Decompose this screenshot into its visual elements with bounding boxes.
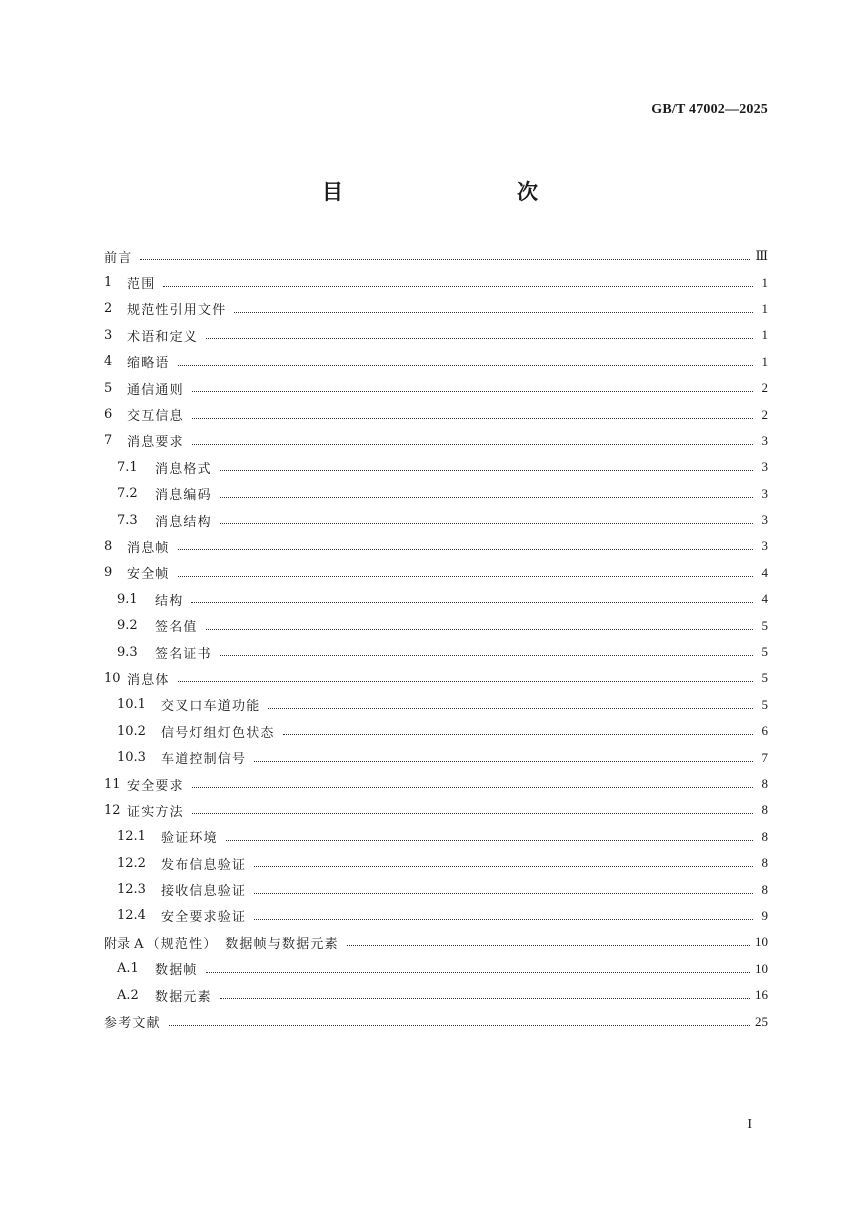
toc-entry-page: 1 xyxy=(761,353,768,369)
toc-entry-label: 消息结构 xyxy=(155,514,212,530)
dot-leader xyxy=(220,469,753,471)
toc-entry-label: 签名值 xyxy=(155,620,198,636)
toc-entry-page: 10 xyxy=(755,960,768,976)
toc-entry-page: 5 xyxy=(761,670,768,686)
toc-entry-label: 消息要求 xyxy=(127,435,184,451)
toc-entry[interactable] xyxy=(104,797,768,823)
dot-leader xyxy=(254,760,753,762)
toc-entry-page: 25 xyxy=(755,1013,768,1029)
toc-entry-number: 6 xyxy=(104,407,113,423)
dot-leader xyxy=(220,654,753,656)
table-of-contents xyxy=(104,243,768,1035)
toc-entry-number: 7.1 xyxy=(117,459,138,475)
dot-leader xyxy=(206,971,750,973)
dot-leader xyxy=(254,892,753,894)
toc-entry-number: 附录 A xyxy=(104,936,144,952)
toc-entry-page: 2 xyxy=(761,406,768,422)
toc-entry-label: 缩略语 xyxy=(127,356,170,372)
toc-entry-number: 12 xyxy=(104,802,121,818)
toc-entry-number: 10.3 xyxy=(117,750,146,766)
toc-entry[interactable] xyxy=(104,428,768,454)
dot-leader xyxy=(191,601,753,603)
dot-leader xyxy=(234,311,753,313)
toc-entry-number: 12.4 xyxy=(117,908,146,924)
toc-entry[interactable] xyxy=(104,612,768,638)
toc-entry-label: 数据帧 xyxy=(155,963,198,979)
toc-entry-label: 发布信息验证 xyxy=(161,857,247,873)
dot-leader xyxy=(254,865,753,867)
dot-leader xyxy=(169,1024,750,1026)
toc-entry[interactable] xyxy=(104,401,768,427)
toc-entry-page: 1 xyxy=(761,274,768,290)
dot-leader xyxy=(163,285,753,287)
toc-entry-number: 9 xyxy=(104,565,113,581)
standard-code: GB/T 47002—2025 xyxy=(651,102,768,117)
toc-entry-label: 车道控制信号 xyxy=(161,752,247,768)
toc-entry-label: 参考文献 xyxy=(104,1016,161,1032)
dot-leader xyxy=(206,337,753,339)
toc-entry-page: 8 xyxy=(761,881,768,897)
toc-entry-page: 9 xyxy=(761,907,768,923)
toc-entry[interactable] xyxy=(104,296,768,322)
toc-entry-number: 10.2 xyxy=(117,723,146,739)
toc-entry-page: 1 xyxy=(761,327,768,343)
dot-leader xyxy=(220,522,753,524)
toc-entry-page: 2 xyxy=(761,380,768,396)
toc-entry-number: 4 xyxy=(104,354,113,370)
toc-entry-label: 规范性引用文件 xyxy=(127,303,227,319)
toc-entry[interactable] xyxy=(104,560,768,586)
toc-entry-number: 7 xyxy=(104,433,113,449)
toc-entry-label: 通信通则 xyxy=(127,382,184,398)
dot-leader xyxy=(178,575,753,577)
toc-entry-number: 8 xyxy=(104,538,113,554)
toc-entry-page: 16 xyxy=(755,987,768,1003)
dot-leader xyxy=(192,812,753,814)
toc-entry-number: 7.3 xyxy=(117,512,138,528)
toc-entry[interactable] xyxy=(104,876,768,902)
dot-leader xyxy=(192,786,753,788)
toc-entry[interactable] xyxy=(104,744,768,770)
dot-leader xyxy=(347,944,750,946)
dot-leader xyxy=(192,443,753,445)
toc-entry[interactable] xyxy=(104,507,768,533)
toc-entry-label: 范围 xyxy=(127,277,156,293)
page-number: I xyxy=(747,1117,752,1132)
toc-entry-page: 6 xyxy=(761,723,768,739)
toc-entry-page: 4 xyxy=(761,591,768,607)
toc-entry-page: 5 xyxy=(761,644,768,660)
dot-leader xyxy=(220,496,753,498)
toc-entry-number: 9.3 xyxy=(117,644,138,660)
toc-entry-page: 8 xyxy=(761,855,768,871)
toc-entry-number: 5 xyxy=(104,380,113,396)
toc-entry-number: 12.1 xyxy=(117,829,146,845)
toc-entry-page: 8 xyxy=(761,776,768,791)
toc-entry-label: 信号灯组灯色状态 xyxy=(161,725,275,741)
toc-entry[interactable] xyxy=(104,692,768,718)
toc-entry-number: A.2 xyxy=(117,987,139,1003)
toc-entry[interactable] xyxy=(104,639,768,665)
toc-entry-number: A.1 xyxy=(117,961,139,977)
toc-entry-label: 验证环境 xyxy=(161,831,218,847)
toc-entry[interactable] xyxy=(104,982,768,1008)
toc-entry-page: 10 xyxy=(755,934,768,950)
toc-entry-number: 7.2 xyxy=(117,486,138,502)
toc-entry[interactable] xyxy=(104,269,768,295)
toc-entry-number: 10 xyxy=(104,670,121,686)
dot-leader xyxy=(226,839,753,841)
toc-entry[interactable] xyxy=(104,956,768,982)
toc-entry-number: 1 xyxy=(104,275,113,291)
toc-entry-label: 结构 xyxy=(155,593,184,609)
toc-entry-label: （规范性） 数据帧与数据元素 xyxy=(146,936,339,952)
dot-leader xyxy=(178,548,753,550)
toc-entry[interactable] xyxy=(104,375,768,401)
toc-entry-label: 接收信息验证 xyxy=(161,884,247,900)
toc-entry-page: 3 xyxy=(761,538,768,554)
toc-entry-label: 消息帧 xyxy=(127,540,170,556)
toc-entry-page: 7 xyxy=(761,749,768,765)
toc-entry-label: 数据元素 xyxy=(155,989,212,1005)
toc-entry-label: 安全要求验证 xyxy=(161,910,247,926)
toc-entry-number: 12.3 xyxy=(117,882,146,898)
toc-entry-number: 2 xyxy=(104,301,113,317)
toc-entry-number: 9.1 xyxy=(117,591,138,607)
dot-leader xyxy=(254,918,753,920)
toc-entry[interactable] xyxy=(104,903,768,929)
toc-entry[interactable] xyxy=(104,718,768,744)
toc-entry-label: 证实方法 xyxy=(127,804,184,820)
toc-entry[interactable] xyxy=(104,481,768,507)
toc-entry-number: 11 xyxy=(104,776,121,792)
toc-entry[interactable] xyxy=(104,586,768,612)
toc-entry-page: 3 xyxy=(761,459,768,475)
toc-entry-label: 消息格式 xyxy=(155,461,212,477)
dot-leader xyxy=(220,997,750,999)
toc-entry-label: 安全要求 xyxy=(127,778,184,794)
toc-entry[interactable] xyxy=(104,824,768,850)
toc-entry-page: 4 xyxy=(761,564,768,580)
toc-entry-page: Ⅲ xyxy=(755,248,768,264)
toc-entry-label: 消息体 xyxy=(127,672,170,688)
toc-entry[interactable] xyxy=(104,322,768,348)
page-title: 目 次 xyxy=(322,180,582,204)
toc-entry-label: 交叉口车道功能 xyxy=(161,699,261,715)
dot-leader xyxy=(283,733,753,735)
toc-entry-page: 3 xyxy=(761,485,768,501)
dot-leader xyxy=(178,364,753,366)
dot-leader xyxy=(268,707,753,709)
toc-entry-page: 3 xyxy=(761,432,768,448)
toc-entry-label: 前言 xyxy=(104,250,133,266)
toc-entry[interactable] xyxy=(104,243,768,269)
toc-entry-number: 12.2 xyxy=(117,855,146,871)
toc-entry[interactable] xyxy=(104,665,768,691)
toc-entry-page: 5 xyxy=(761,617,768,633)
dot-leader xyxy=(140,258,750,260)
toc-entry-number: 9.2 xyxy=(117,618,138,634)
toc-entry-page: 8 xyxy=(761,828,768,844)
toc-entry-label: 术语和定义 xyxy=(127,329,199,345)
dot-leader xyxy=(206,628,753,630)
toc-entry-page: 3 xyxy=(761,512,768,528)
toc-entry[interactable] xyxy=(104,929,768,955)
toc-entry-page: 8 xyxy=(761,802,768,818)
toc-entry[interactable] xyxy=(104,850,768,876)
toc-entry-label: 签名证书 xyxy=(155,646,212,662)
toc-entry-label: 消息编码 xyxy=(155,488,212,504)
dot-leader xyxy=(192,390,753,392)
toc-entry-label: 交互信息 xyxy=(127,409,184,425)
toc-entry[interactable] xyxy=(104,771,768,797)
toc-entry[interactable] xyxy=(104,1008,768,1034)
dot-leader xyxy=(178,680,753,682)
toc-entry[interactable] xyxy=(104,533,768,559)
toc-entry-label: 安全帧 xyxy=(127,567,170,583)
toc-entry-number: 10.1 xyxy=(117,697,146,713)
dot-leader xyxy=(192,417,753,419)
toc-entry[interactable] xyxy=(104,349,768,375)
toc-entry-page: 5 xyxy=(761,696,768,712)
toc-entry-number: 3 xyxy=(104,327,113,343)
toc-entry-page: 1 xyxy=(761,300,768,316)
toc-entry[interactable] xyxy=(104,454,768,480)
